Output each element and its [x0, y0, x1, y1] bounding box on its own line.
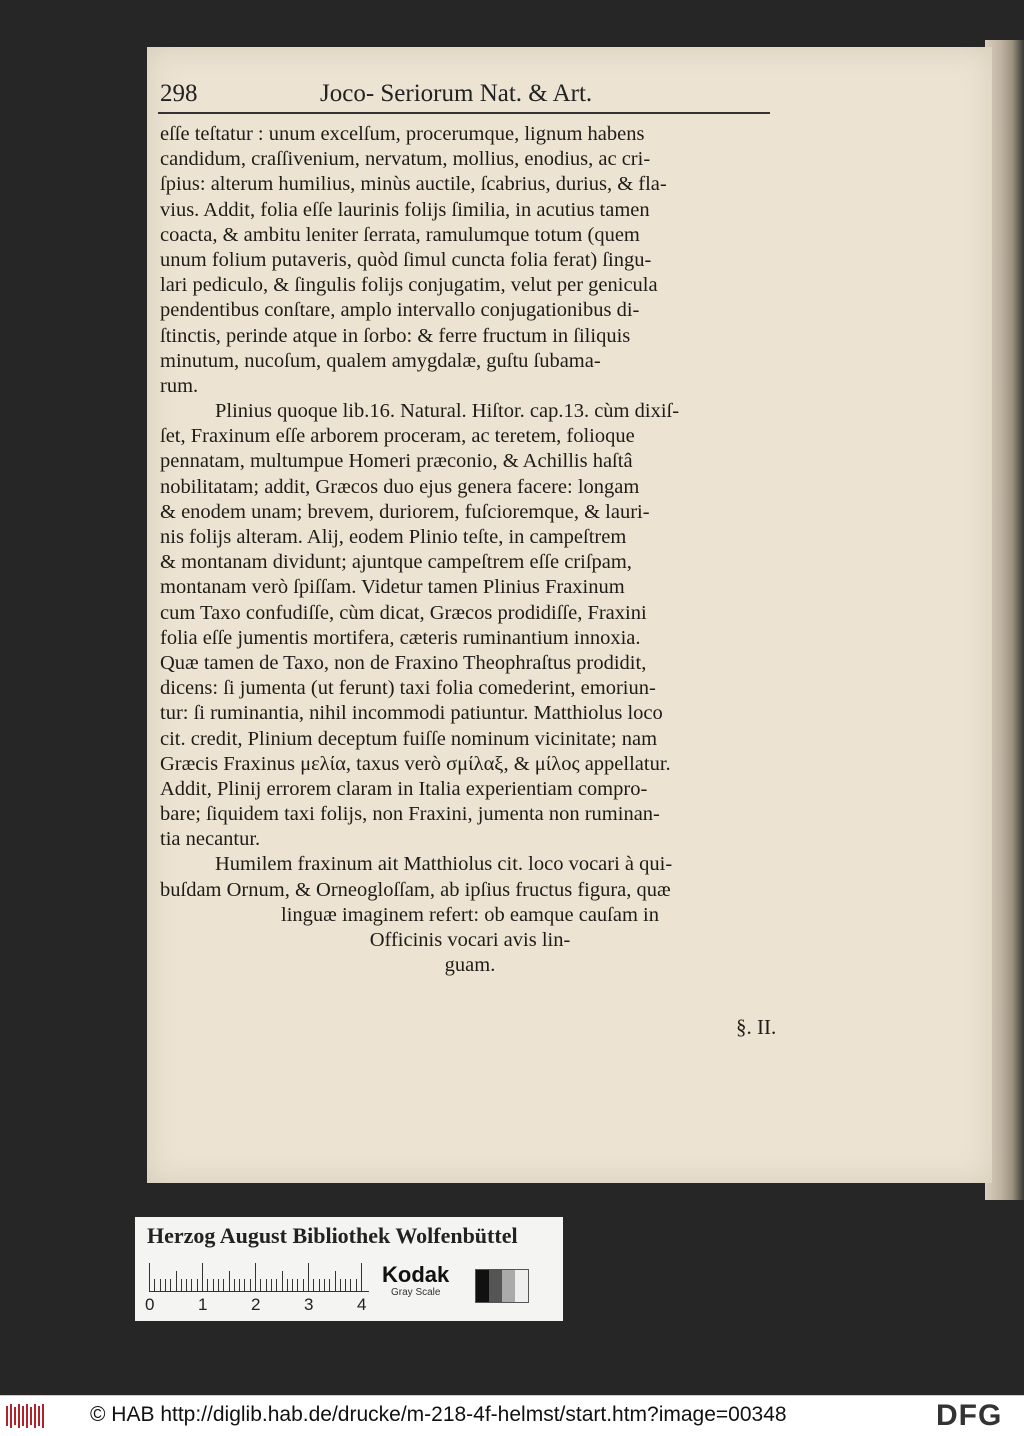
text-line: Græcis Fraxinus μελία, taxus verò σμίλαξ, & μίλος appellatur.: [160, 752, 671, 775]
footer-bar: [0, 1395, 1024, 1436]
ruler-tick: [239, 1279, 240, 1291]
text-line: vius. Addit, folia eſſe laurinis folijs ſimilia, in acutius tamen: [160, 198, 650, 221]
text-line: cit. credit, Plinium deceptum fuiſſe nominum vicinitate; nam: [160, 727, 658, 750]
ruler-tick: [197, 1279, 198, 1291]
ruler-tick: [165, 1279, 166, 1291]
ruler-number: 0: [145, 1295, 155, 1314]
text-line: nis folijs alteram. Alij, eodem Plinio teſte, in campeſtrem: [160, 526, 627, 548]
ruler-tick: [218, 1279, 219, 1291]
text-line: Humilem fraxinum ait Matthiolus cit. loco vocari à qui-: [215, 853, 673, 876]
text-line: buſdam Ornum, & Orneogloſſam, ab ipſius fructus figura, quæ: [160, 878, 671, 901]
text-line: eſſe teſtatur : unum excelſum, procerumque, lignum habens: [160, 123, 645, 145]
ruler-tick: [345, 1279, 346, 1291]
ruler-tick: [340, 1279, 341, 1291]
ruler: [149, 1261, 369, 1292]
ruler-tick: [244, 1279, 245, 1291]
ruler-tick: [297, 1279, 298, 1291]
gray-swatches: [475, 1269, 529, 1303]
ruler-tick: [282, 1271, 283, 1291]
ruler-tick: [308, 1263, 309, 1291]
text-line: lari pediculo, & ſingulis folijs conjugatim, velut per genicula: [160, 274, 658, 297]
text-line: Addit, Plinij errorem claram in Italia experientiam compro-: [160, 777, 648, 800]
ruler-tick: [292, 1279, 293, 1291]
dfg-logo[interactable]: DFG: [936, 1399, 1003, 1432]
text-line: nobilitatam; addit, Græcos duo ejus genera facere: longam: [160, 475, 640, 498]
text-line: minutum, nucoſum, qualem amygdalæ, guſtu ſubama-: [160, 349, 601, 372]
running-title: Joco- Seriorum Nat. & Art.: [320, 80, 593, 107]
text-line: & enodem unam; brevem, duriorem, fuſcioremque, & lauri-: [160, 500, 650, 523]
ruler-tick: [324, 1279, 325, 1291]
text-line: dicens: ſi jumenta (ut ferunt) taxi folia comederint, emoriun-: [160, 677, 656, 700]
text-line: candidum, craſſivenium, nervatum, mollius, enodius, ac cri-: [160, 148, 651, 171]
page-number: 298: [160, 80, 198, 107]
text-line: ſet, Fraxinum eſſe arborem proceram, ac teretem, folioque: [160, 425, 635, 448]
text-line: tia necantur.: [160, 828, 261, 851]
ruler-numbers: [143, 1295, 383, 1317]
text-line: linguæ imaginem refert: ob eamque cauſam in: [281, 903, 659, 926]
page-header: [160, 80, 775, 114]
grayscale-label: Gray Scale: [391, 1287, 441, 1298]
text-line: montanam verò ſpiſſam. Videtur tamen Plinius Fraxinum: [160, 576, 625, 599]
ruler-tick: [335, 1271, 336, 1291]
ruler-tick: [176, 1271, 177, 1291]
text-line: folia eſſe jumentis mortifera, cæteris ruminantium innoxia.: [160, 626, 641, 649]
ruler-tick: [313, 1279, 314, 1291]
ruler-tick: [170, 1279, 171, 1291]
ruler-tick: [154, 1279, 155, 1291]
ruler-tick: [266, 1279, 267, 1291]
text-line: rum.: [160, 374, 199, 397]
ruler-tick: [276, 1279, 277, 1291]
ruler-tick: [255, 1263, 256, 1291]
section-mark: §. II.: [736, 1015, 777, 1039]
ruler-tick: [149, 1263, 150, 1291]
ruler-tick: [329, 1279, 330, 1291]
ruler-tick: [350, 1279, 351, 1291]
text-line: ſpius: alterum humilius, minùs auctile, ſcabrius, durius, & fla-: [160, 173, 667, 196]
ruler-tick: [229, 1271, 230, 1291]
ruler-tick: [202, 1263, 203, 1291]
text-line: unum folium putaveris, quòd ſimul cuncta folia ferat) ſingu-: [160, 248, 652, 271]
library-name: Herzog August Bibliothek Wolfenbüttel: [147, 1223, 518, 1248]
kodak-logo: Kodak: [382, 1262, 450, 1287]
text-line: guam.: [444, 954, 496, 977]
ruler-tick: [191, 1279, 192, 1291]
hab-barcode-logo-icon[interactable]: [4, 1402, 48, 1430]
color-calibration-card: [135, 1217, 563, 1321]
ruler-number: 4: [357, 1295, 367, 1314]
ruler-tick: [361, 1263, 362, 1291]
ruler-tick: [287, 1279, 288, 1291]
ruler-number: 3: [304, 1295, 314, 1314]
text-line: coacta, & ambitu leniter ſerrata, ramulumque totum (quem: [160, 223, 640, 246]
ruler-tick: [186, 1279, 187, 1291]
header-rule: [158, 112, 770, 114]
text-line: pennatam, multumpue Homeri præconio, & Achillis haſtâ: [160, 450, 633, 473]
ruler-tick: [160, 1279, 161, 1291]
ruler-number: 1: [198, 1295, 208, 1314]
ruler-tick: [303, 1279, 304, 1291]
ruler-tick: [250, 1279, 251, 1291]
text-line: pendentibus conſtare, amplo intervallo conjugationibus di-: [160, 299, 640, 322]
text-line: Plinius quoque lib.16. Natural. Hiſtor. cap.13. cùm dixiſ-: [215, 400, 680, 423]
ruler-tick: [319, 1279, 320, 1291]
ruler-tick: [271, 1279, 272, 1291]
footer-url[interactable]: © HAB http://diglib.hab.de/drucke/m-218-4f-helmst/start.htm?image=00348: [90, 1403, 787, 1426]
ruler-tick: [207, 1279, 208, 1291]
ruler-tick: [223, 1279, 224, 1291]
ruler-tick: [260, 1279, 261, 1291]
text-line: Quæ tamen de Taxo, non de Fraxino Theophraſtus prodidit,: [160, 651, 647, 674]
text-line: ſtinctis, perinde atque in ſorbo: & ferre fructum in ſiliquis: [160, 324, 631, 347]
text-line: tur: ſi ruminantia, nihil incommodi patiuntur. Matthiolus loco: [160, 702, 663, 725]
text-line: Officinis vocari avis lin-: [369, 929, 571, 951]
ruler-tick: [181, 1279, 182, 1291]
ruler-tick: [213, 1279, 214, 1291]
ruler-tick: [356, 1279, 357, 1291]
text-line: cum Taxo confudiſſe, cùm dicat, Græcos prodidiſſe, Fraxini: [160, 601, 647, 624]
text-line: & montanam dividunt; ajuntque campeſtrem eſſe criſpam,: [160, 551, 632, 574]
text-line: bare; ſiquidem taxi folijs, non Fraxini, jumenta non ruminan-: [160, 803, 660, 826]
ruler-number: 2: [251, 1295, 261, 1314]
page-body-text: [160, 122, 780, 978]
ruler-tick: [234, 1279, 235, 1291]
